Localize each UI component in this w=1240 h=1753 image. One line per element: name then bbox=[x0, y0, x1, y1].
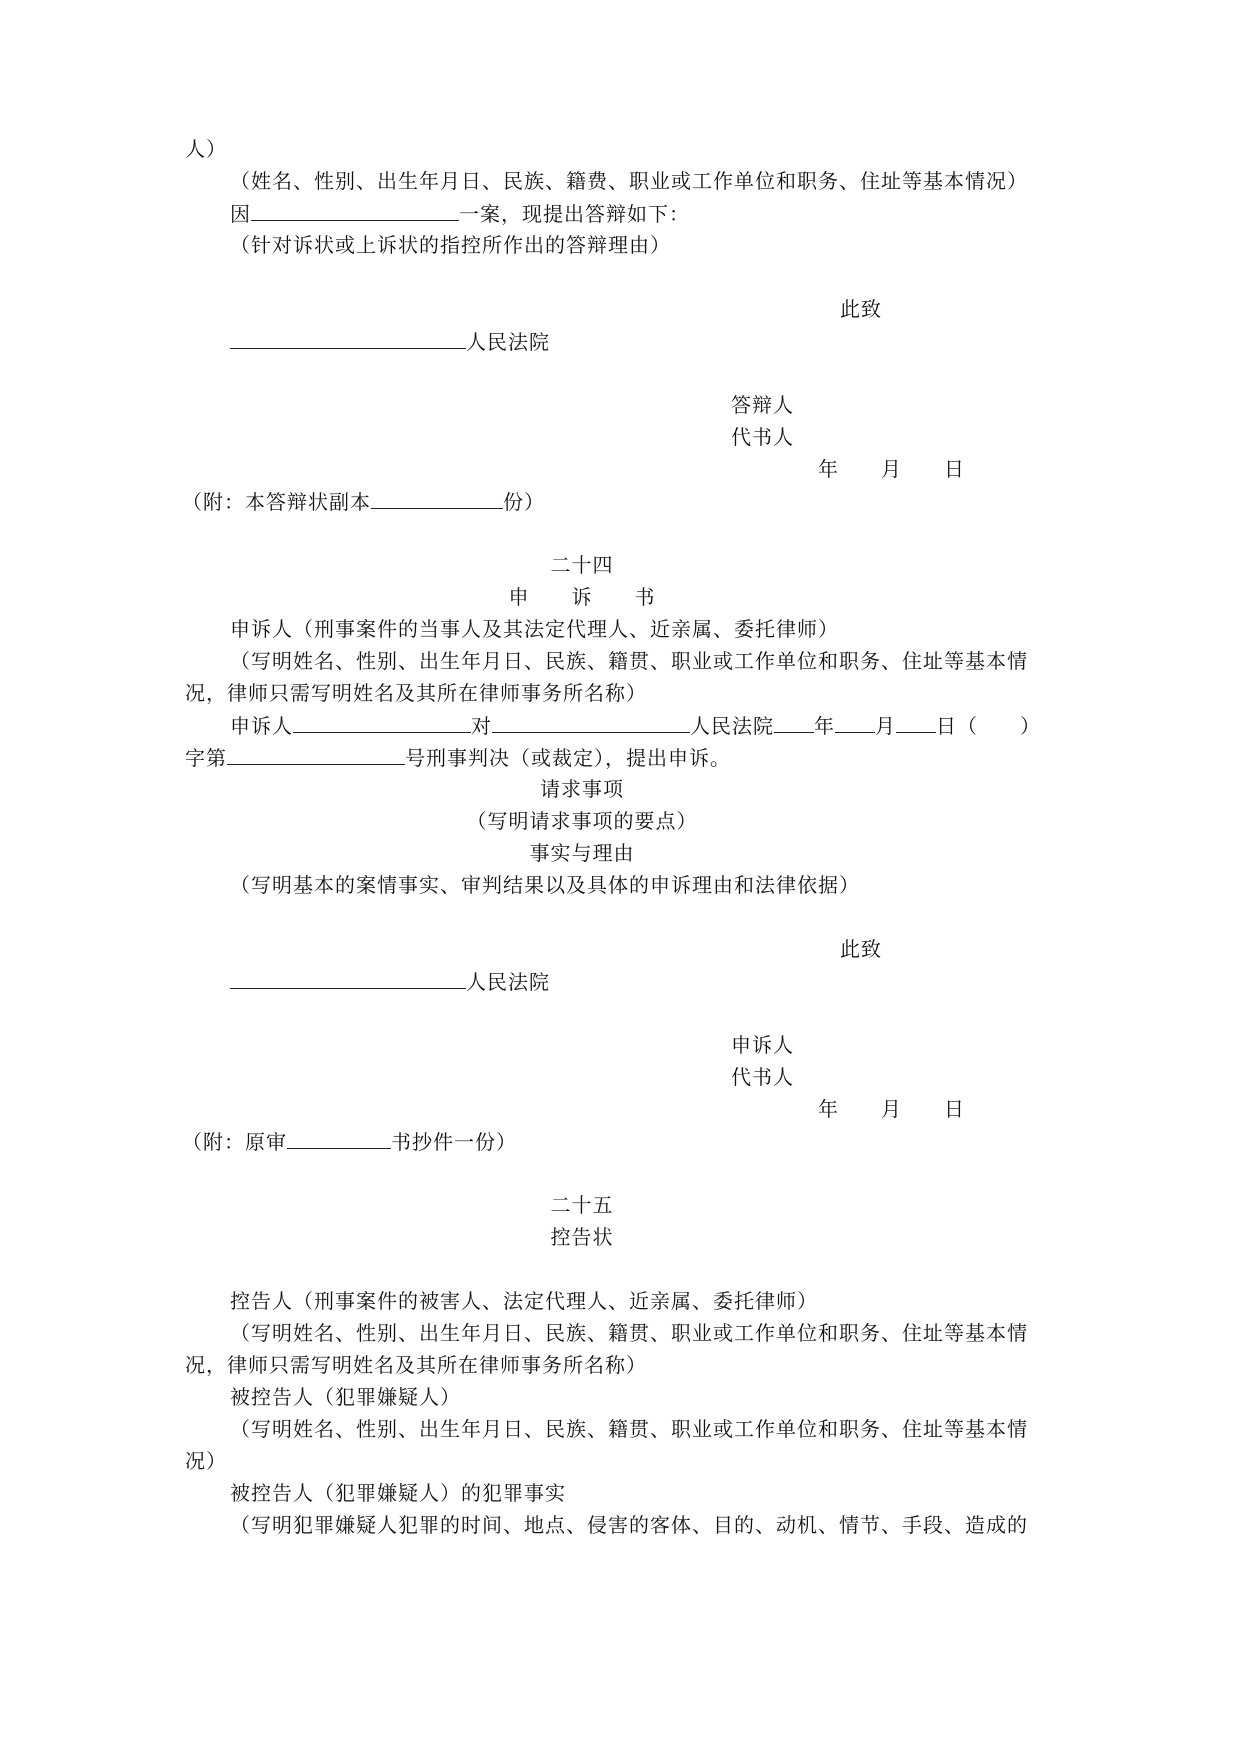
case-number-suffix: 号刑事判决（或裁定），提出申诉。 bbox=[405, 746, 731, 770]
crime-facts-note: （写明犯罪嫌疑人犯罪的时间、地点、侵害的客体、目的、动机、情节、手段、造成的 bbox=[230, 1513, 1028, 1537]
attachment-prefix: （附：本答辩状副本 bbox=[182, 490, 371, 514]
signature-respondent: 答辩人 bbox=[731, 393, 794, 417]
appeal-judgment-line bbox=[230, 712, 1041, 739]
year-blank[interactable] bbox=[774, 712, 814, 733]
section-title: 控告状 bbox=[550, 1225, 614, 1249]
case-line bbox=[230, 200, 690, 227]
request-heading: 请求事项 bbox=[540, 777, 624, 801]
request-note: （写明请求事项的要点） bbox=[466, 809, 698, 833]
case-number-blank[interactable] bbox=[227, 744, 405, 765]
against-label: 对 bbox=[471, 714, 492, 738]
facts-heading: 事实与理由 bbox=[529, 841, 635, 865]
month-label: 月 bbox=[875, 714, 896, 738]
court-name-blank[interactable] bbox=[492, 712, 690, 733]
attachment-suffix: 书抄件一份） bbox=[391, 1130, 517, 1154]
info-instruction: （姓名、性别、出生年月日、民族、籍费、职业或工作单位和职务、住址等基本情况） bbox=[230, 169, 1028, 193]
case-prefix: 因 bbox=[230, 202, 251, 226]
court-suffix: 人民法院 bbox=[466, 330, 550, 354]
court-name-blank[interactable] bbox=[230, 328, 466, 349]
signature-appellant: 申诉人 bbox=[731, 1033, 794, 1057]
case-suffix: 一案，现提出答辩如下： bbox=[459, 202, 690, 226]
section-title: 申 诉 书 bbox=[508, 585, 656, 609]
signature-scribe: 代书人 bbox=[731, 1065, 794, 1089]
court-line bbox=[230, 328, 550, 355]
court-suffix: 人民法院 bbox=[466, 970, 550, 994]
year-label: 年 bbox=[814, 714, 835, 738]
info-instruction-line2: 况，律师只需写明姓名及其所在律师事务所名称） bbox=[185, 1353, 647, 1377]
date-line: 年 月 日 bbox=[818, 457, 965, 481]
case-number-prefix: 字第 bbox=[185, 746, 227, 770]
cizhi-text: 此致 bbox=[840, 937, 882, 961]
court-suffix: 人民法院 bbox=[690, 714, 774, 738]
date-line: 年 月 日 bbox=[818, 1097, 965, 1121]
accused-info-line1: （写明姓名、性别、出生年月日、民族、籍贯、职业或工作单位和职务、住址等基本情 bbox=[230, 1417, 1028, 1441]
continued-line: 人） bbox=[185, 137, 227, 161]
crime-facts-heading: 被控告人（犯罪嫌疑人）的犯罪事实 bbox=[230, 1481, 566, 1505]
section-number: 二十五 bbox=[550, 1193, 614, 1217]
day-label: 日（ ） bbox=[936, 714, 1041, 738]
reason-instruction: （针对诉状或上诉状的指控所作出的答辩理由） bbox=[230, 233, 671, 257]
copies-blank[interactable] bbox=[371, 488, 503, 509]
section-number: 二十四 bbox=[550, 553, 614, 577]
case-name-blank[interactable] bbox=[251, 200, 459, 221]
attachment-prefix: （附：原审 bbox=[182, 1130, 287, 1154]
info-instruction-line1: （写明姓名、性别、出生年月日、民族、籍贯、职业或工作单位和职务、住址等基本情 bbox=[230, 649, 1028, 673]
info-instruction-line2: 况，律师只需写明姓名及其所在律师事务所名称） bbox=[185, 681, 647, 705]
document-type-blank[interactable] bbox=[287, 1128, 391, 1149]
signature-scribe: 代书人 bbox=[731, 425, 794, 449]
appellant-label: 申诉人 bbox=[230, 714, 293, 738]
court-name-blank[interactable] bbox=[230, 968, 466, 989]
attachment-suffix: 份） bbox=[503, 490, 545, 514]
cizhi-text: 此致 bbox=[840, 297, 882, 321]
attachment-line bbox=[182, 1128, 517, 1155]
accuser-line: 控告人（刑事案件的被害人、法定代理人、近亲属、委托律师） bbox=[230, 1289, 818, 1313]
appellant-name-blank[interactable] bbox=[293, 712, 471, 733]
judgment-number-line bbox=[185, 744, 731, 771]
appellant-line: 申诉人（刑事案件的当事人及其法定代理人、近亲属、委托律师） bbox=[230, 617, 839, 641]
accused-info-line2: 况） bbox=[185, 1449, 227, 1473]
info-instruction-line1: （写明姓名、性别、出生年月日、民族、籍贯、职业或工作单位和职务、住址等基本情 bbox=[230, 1321, 1028, 1345]
day-blank[interactable] bbox=[896, 712, 936, 733]
accused-line: 被控告人（犯罪嫌疑人） bbox=[230, 1385, 461, 1409]
court-line bbox=[230, 968, 550, 995]
facts-note: （写明基本的案情事实、审判结果以及具体的申诉理由和法律依据） bbox=[230, 873, 860, 897]
month-blank[interactable] bbox=[835, 712, 875, 733]
attachment-line bbox=[182, 488, 545, 515]
